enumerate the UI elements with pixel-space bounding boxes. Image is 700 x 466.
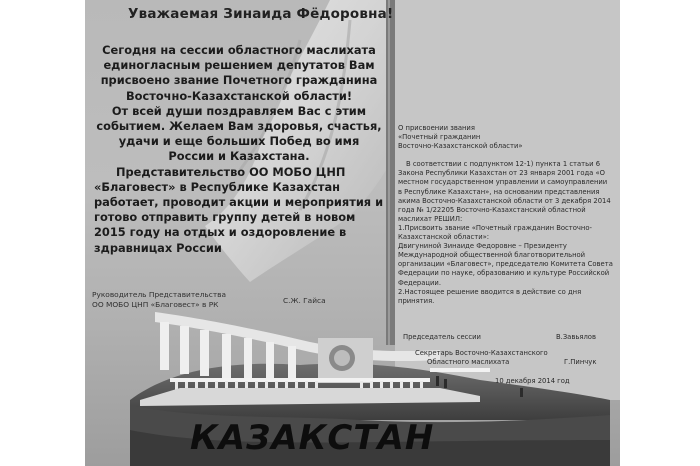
signature-role-line-1: Руководитель Представительства: [92, 290, 227, 299]
secretary-label-line-1: Секретарь Восточно-Казахстанского: [415, 349, 548, 357]
decree-paragraph-1: В соответствии с подпунктом 12-1) пункта 1 статьи 6 Закона Республики Казахстан от 23 января 2001 года «О местном государственном управлении и самоуправлении в Республике Казахстан», на основании представления акима Восточно-Казахстанской области от 3 декабря 2014 года № 1/22205 Восточно-Казахстанский областной маслихат РЕШИЛ:: [398, 160, 611, 223]
signature-name: С.Ж. Гайса: [283, 296, 326, 305]
colonnade-roof: [155, 312, 440, 361]
decree-title-line-2: «Почетный гражданин: [398, 133, 481, 142]
chair-label: Председатель сессии: [403, 333, 481, 341]
secretary-name: Г.Пинчук: [564, 358, 597, 366]
decree-title-line-1: О присвоении звания: [398, 124, 475, 132]
decree-title: [398, 124, 613, 151]
secretary-label-line-2: Областного маслихата: [427, 358, 510, 366]
letter-paragraph-1: Сегодня на сессии областного маслихата единогласным решением депутатов Вам присвоено звание Почетного гражданина Восточно-Казахстанской области!: [100, 43, 378, 103]
decree-paragraph-2: 1.Присвоить звание «Почетный гражданин Восточно-Казахстанской области»:: [398, 223, 592, 242]
letter-body: [94, 43, 384, 256]
flag-pole: [386, 0, 395, 345]
letter-paragraph-3: Представительство ОО МОБО ЦНП «Благовест» в Республике Казахстан работает, проводит акции и мероприятия и готово отправить группу детей в новом 2015 году на отдых и оздоровление в здравницах России: [94, 164, 384, 255]
decree-paragraph-4: 2.Настоящее решение вводится в действие со дня принятия.: [398, 287, 582, 305]
signature-role-line-2: ОО МОБО ЦНП «Благовест» в РК: [92, 300, 219, 309]
signature-role: [92, 290, 232, 310]
decree-title-line-3: Восточно-Казахстанской области»: [398, 142, 523, 151]
country-caption: КАЗАКСТАН: [190, 418, 435, 458]
chair-name: В.Завьялов: [556, 333, 596, 341]
greeting-heading: Уважаемая Зинаида Фёдоровна!: [128, 6, 394, 22]
decree-paragraph-3: Двигуниной Зинаиде Федоровне – Президенту Международной общественной благотворительной организации «Благовест», председателю Комитета Совета Федерации по науке, образованию и культуре Российской Федерации.: [398, 242, 613, 287]
decree-date: 10 декабря 2014 год: [495, 377, 570, 385]
secretary-label: [415, 349, 548, 367]
decree-body: [398, 160, 613, 306]
decree-column: [398, 124, 613, 306]
letter-paragraph-2: От всей души поздравляем Вас с этим событием. Желаем Вам здоровья, счастья, удачи и еще больших Побед во имя России и Казахстана.: [96, 103, 382, 164]
